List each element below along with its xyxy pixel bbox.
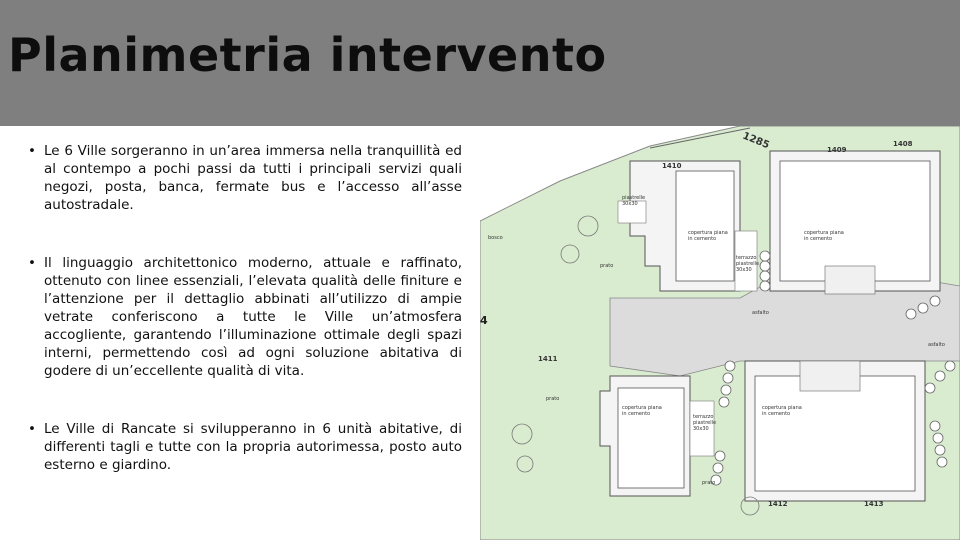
roof-sublabel-upper-left: in cemento <box>688 236 717 242</box>
parcel-1409: 1409 <box>827 146 847 154</box>
roof-sublabel-lower-left: in cemento <box>622 411 651 417</box>
tiles-sublabel: 30x30 <box>622 201 638 207</box>
bullet-location: • Le 6 Ville sorgeranno in un’area immersa nella tranquillità ed al contempo a pochi passi da tutti i principali servizi quali negozi, posta, banca, fermate bus e l’accesso all’asse autostradale. <box>28 142 462 214</box>
road-label-fragment: 4 <box>480 314 488 327</box>
bullet-list <box>28 142 462 474</box>
asphalt-label-2: asfalto <box>928 342 945 348</box>
parcel-1408: 1408 <box>893 140 913 148</box>
roof-label-upper-right: copertura piana <box>804 230 844 236</box>
asphalt-label-1: asfalto <box>752 310 769 316</box>
roof-lower-right <box>755 376 915 491</box>
terrace-label-lower: terrazzo <box>693 414 714 420</box>
roof-sublabel-lower-right: in cemento <box>762 411 791 417</box>
roof-upper-left <box>676 171 734 281</box>
woods-label: bosco <box>488 235 503 241</box>
roof-upper-right <box>780 161 930 281</box>
slide-title: Planimetria intervento <box>8 28 607 82</box>
roof-sublabel-upper-right: in cemento <box>804 236 833 242</box>
lawn-label-2: prato <box>546 396 560 402</box>
parcel-1285: 1285 <box>740 130 771 152</box>
lawn-label-1: prato <box>600 263 614 269</box>
terrace-sublabel-lower: piastrelle <box>693 420 717 426</box>
roof-label-lower-left: copertura piana <box>622 405 662 411</box>
roof-lower-left <box>618 388 684 488</box>
terrace-size-upper: 30x30 <box>736 267 752 273</box>
parcel-1412: 1412 <box>768 500 788 508</box>
carport-lower-right <box>800 361 860 391</box>
terrace-size-lower: 30x30 <box>693 426 709 432</box>
carport-upper-right <box>825 266 875 294</box>
roof-label-lower-right: copertura piana <box>762 405 802 411</box>
parcel-1413: 1413 <box>864 500 884 508</box>
roof-label-upper-left: copertura piana <box>688 230 728 236</box>
parcel-1410: 1410 <box>662 162 682 170</box>
bullet-units: • Le Ville di Rancate si svilupperanno in 6 unità abitative, di differenti tagli e tutte con la propria autorimessa, posto auto esterno e giardino. <box>28 420 462 474</box>
site-plan <box>480 126 960 540</box>
tiles-label: piastrelle <box>622 195 646 201</box>
terrace-sublabel-upper: piastrelle <box>736 261 760 267</box>
terrace-label-upper: terrazzo <box>736 255 757 261</box>
lawn-label-3: prato <box>702 480 716 486</box>
parcel-1411: 1411 <box>538 355 558 363</box>
bullet-architecture: • Il linguaggio architettonico moderno, attuale e raffinato, ottenuto con linee essenziali, l’elevata qualità delle finiture e l’attenzione per il dettaglio abbinati all’utilizzo di ampie vetrate conferiscono a tutte le Ville un’atmosfera accogliente, garantendo l’illuminazione ottimale degli spazi interni, permettendo così ad ogni soluzione abitativa di godere di un’eccellente qualità di vita. <box>28 254 462 380</box>
